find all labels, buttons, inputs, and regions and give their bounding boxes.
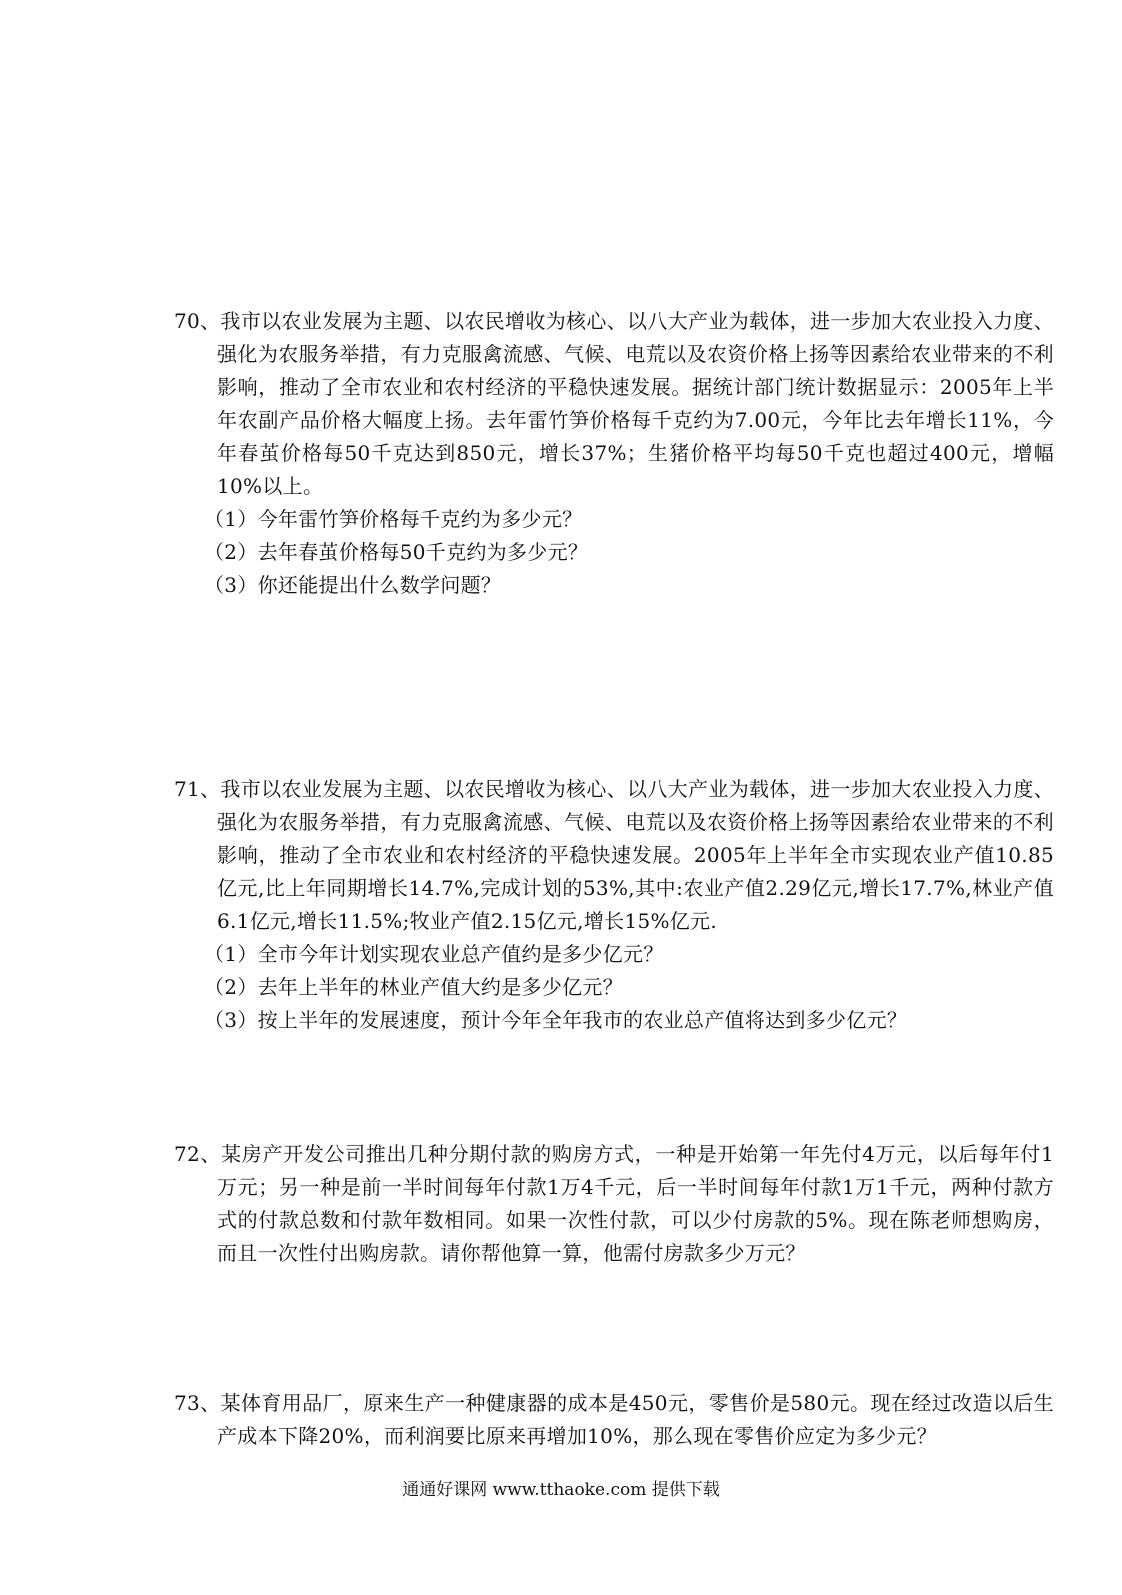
- question-71: [174, 773, 1054, 1037]
- question-stem: 72、某房产开发公司推出几种分期付款的购房方式，一种是开始第一年先付4万元，以后每年付1万元；另一种是前一半时间每年付款1万4千元，后一半时间每年付款1万1千元，两种付款方式的付款总数和付款年数相同。如果一次性付款，可以少付房款的5%。现在陈老师想购房，而且一次性付出购房款。请你帮他算一算，他需付房款多少万元？: [174, 1142, 1054, 1265]
- sub-question: （2）去年上半年的林业产值大约是多少亿元？: [204, 975, 624, 999]
- sub-question: （1）全市今年计划实现农业总产值约是多少亿元？: [204, 942, 664, 966]
- sub-question: （3）你还能提出什么数学问题？: [204, 573, 502, 597]
- question-70: [174, 305, 1054, 602]
- question-stem: 71、我市以农业发展为主题、以农民增收为核心、以八大产业为载体，进一步加大农业投入力度、强化为农服务举措，有力克服禽流感、气候、电荒以及农资价格上扬等因素给农业带来的不利影响，推动了全市农业和农村经济的平稳快速发展。2005年上半年全市实现农业产值10.85亿元,比上年同期增长14.7%,完成计划的53%,其中:农业产值2.29亿元,增长17.7%,林业产值6.1亿元,增长11.5%;牧业产值2.15亿元,增长15%亿元.: [174, 777, 1054, 933]
- question-stem: 73、某体育用品厂，原来生产一种健康器的成本是450元，零售价是580元。现在经过改造以后生产成本下降20%，而利润要比原来再增加10%，那么现在零售价应定为多少元？: [174, 1391, 1054, 1448]
- sub-question: （1）今年雷竹笋价格每千克约为多少元？: [204, 507, 583, 531]
- question-stem: 70、我市以农业发展为主题、以农民增收为核心、以八大产业为载体，进一步加大农业投入力度、强化为农服务举措，有力克服禽流感、气候、电荒以及农资价格上扬等因素给农业带来的不利影响，推动了全市农业和农村经济的平稳快速发展。据统计部门统计数据显示：2005年上半年农副产品价格大幅度上扬。去年雷竹笋价格每千克约为7.00元，今年比去年增长11%，今年春茧价格每50千克达到850元，增长37%；生猪价格平均每50千克也超过400元，增幅10%以上。: [174, 309, 1054, 498]
- sub-question: （2）去年春茧价格每50千克约为多少元？: [204, 540, 589, 564]
- question-72: [174, 1138, 1054, 1270]
- page-footer: 通通好课网 www.tthaoke.com 提供下载: [402, 1480, 720, 1500]
- question-73: [174, 1387, 1054, 1453]
- sub-question: （3）按上半年的发展速度，预计今年全年我市的农业总产值将达到多少亿元？: [204, 1008, 908, 1032]
